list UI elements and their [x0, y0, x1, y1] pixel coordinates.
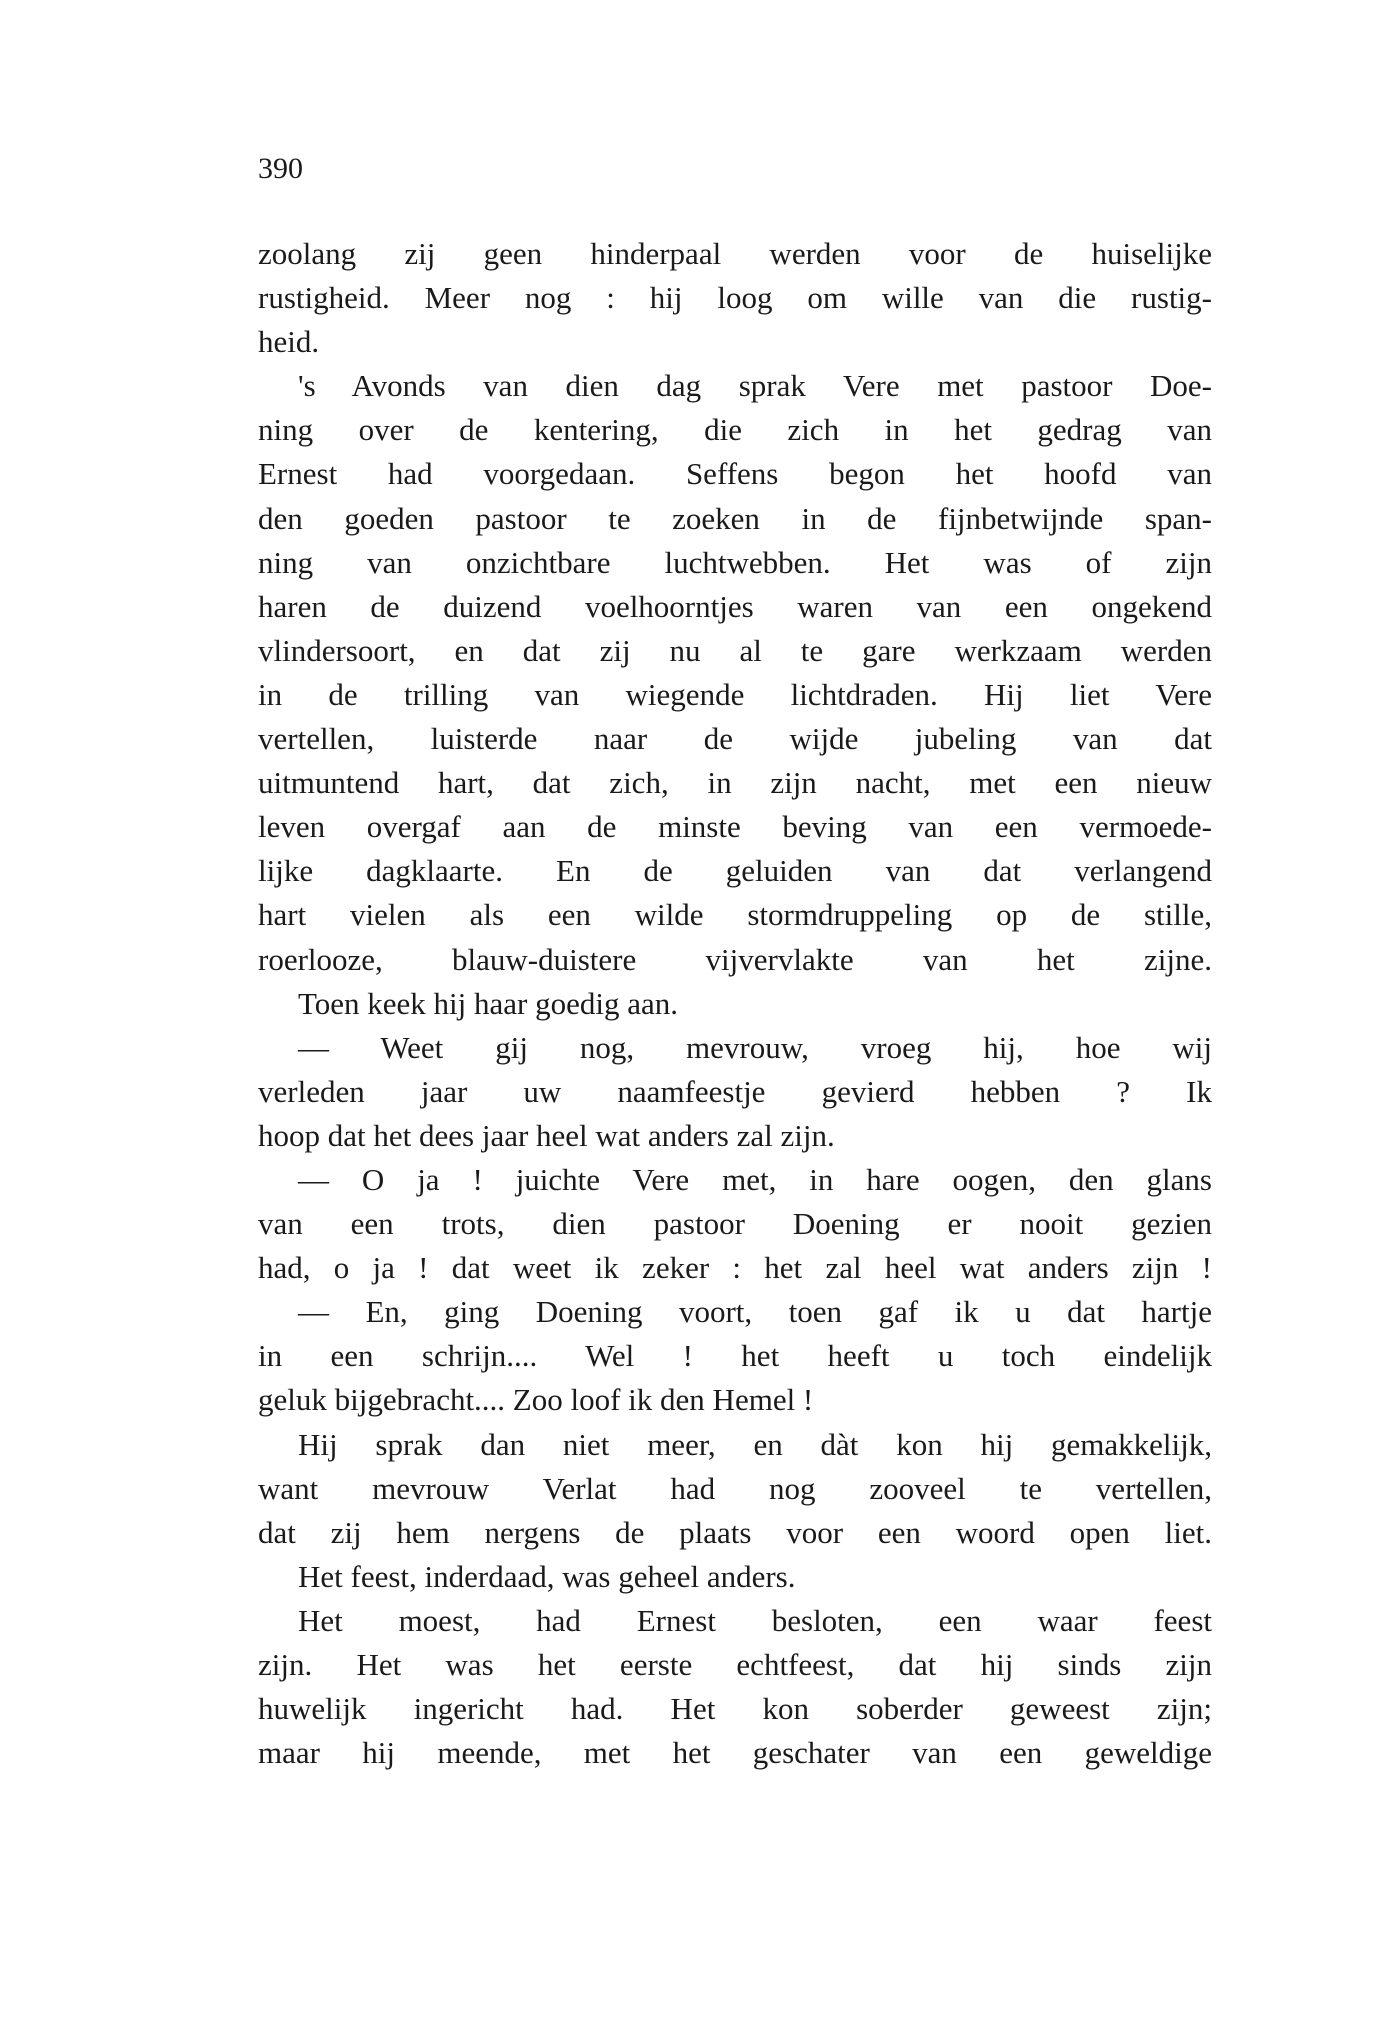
text-line: Het feest, inderdaad, was geheel anders. [298, 1558, 796, 1594]
text-line: zijn. Het was het eerste echtfeest, dat hij sinds zijn [258, 1647, 1212, 1682]
text-line: van een trots, dien pastoor Doening er nooit gezien [258, 1206, 1212, 1242]
text-line: Toen keek hij haar goedig aan. [298, 985, 679, 1021]
text-line: ning over de kentering, die zich in het gedrag van [258, 412, 1212, 448]
text-line: roerlooze, blauw-duistere vijvervlakte van het zijne. [258, 941, 1212, 977]
text-line: maar hij meende, met het geschater van een geweldige [258, 1735, 1212, 1771]
text-line: zoolang zij geen hinderpaal werden voor de huiselijke [258, 236, 1212, 271]
text-line: — En, ging Doening voort, toen gaf ik u dat hartje [298, 1294, 1212, 1330]
page-number: 390 [258, 152, 303, 185]
text-line: haren de duizend voelhoorntjes waren van een ongekend [258, 588, 1212, 624]
text-line: vlindersoort, en dat zij nu al te gare werkzaam werden [258, 632, 1212, 668]
text-line: uitmuntend hart, dat zich, in zijn nacht, met een nieuw [258, 765, 1212, 801]
text-line: ning van onzichtbare luchtwebben. Het was of zijn [258, 544, 1212, 580]
text-line: — Weet gij nog, mevrouw, vroeg hij, hoe wij [298, 1029, 1212, 1065]
text-line: leven overgaf aan de minste beving van een vermoede- [258, 809, 1212, 845]
text-line: Hij sprak dan niet meer, en dàt kon hij gemakkelijk, [298, 1426, 1212, 1462]
text-line: rustigheid. Meer nog : hij loog om wille van die rustig- [258, 280, 1212, 316]
text-line: Ernest had voorgedaan. Seffens begon het hoofd van [258, 456, 1212, 492]
text-line: verleden jaar uw naamfeestje gevierd hebben ? Ik [258, 1073, 1212, 1109]
text-line: want mevrouw Verlat had nog zooveel te vertellen, [258, 1470, 1212, 1506]
text-line: geluk bijgebracht.... Zoo loof ik den Hemel ! [258, 1382, 814, 1418]
text-line: in de trilling van wiegende lichtdraden. Hij liet Vere [258, 676, 1212, 712]
text-line: 's Avonds van dien dag sprak Vere met pastoor Doe- [298, 368, 1212, 404]
text-line: dat zij hem nergens de plaats voor een woord open liet. [258, 1514, 1212, 1550]
text-line: had, o ja ! dat weet ik zeker : het zal heel wat anders zijn ! [258, 1250, 1212, 1286]
text-line: lijke dagklaarte. En de geluiden van dat verlangend [258, 853, 1212, 889]
text-line: vertellen, luisterde naar de wijde jubeling van dat [258, 721, 1212, 757]
text-line: Het moest, had Ernest besloten, een waar feest [298, 1602, 1212, 1638]
text-line: in een schrijn.... Wel ! het heeft u toch eindelijk [258, 1338, 1212, 1374]
text-line: hart vielen als een wilde stormdruppeling op de stille, [258, 897, 1212, 933]
text-line: huwelijk ingericht had. Het kon soberder geweest zijn; [258, 1691, 1212, 1727]
text-line: heid. [258, 324, 320, 360]
text-line: hoop dat het dees jaar heel wat anders zal zijn. [258, 1117, 835, 1153]
text-line: — O ja ! juichte Vere met, in hare oogen, den glans [298, 1161, 1212, 1197]
text-line: den goeden pastoor te zoeken in de fijnbetwijnde span- [258, 500, 1212, 536]
body-text [258, 232, 1212, 1775]
